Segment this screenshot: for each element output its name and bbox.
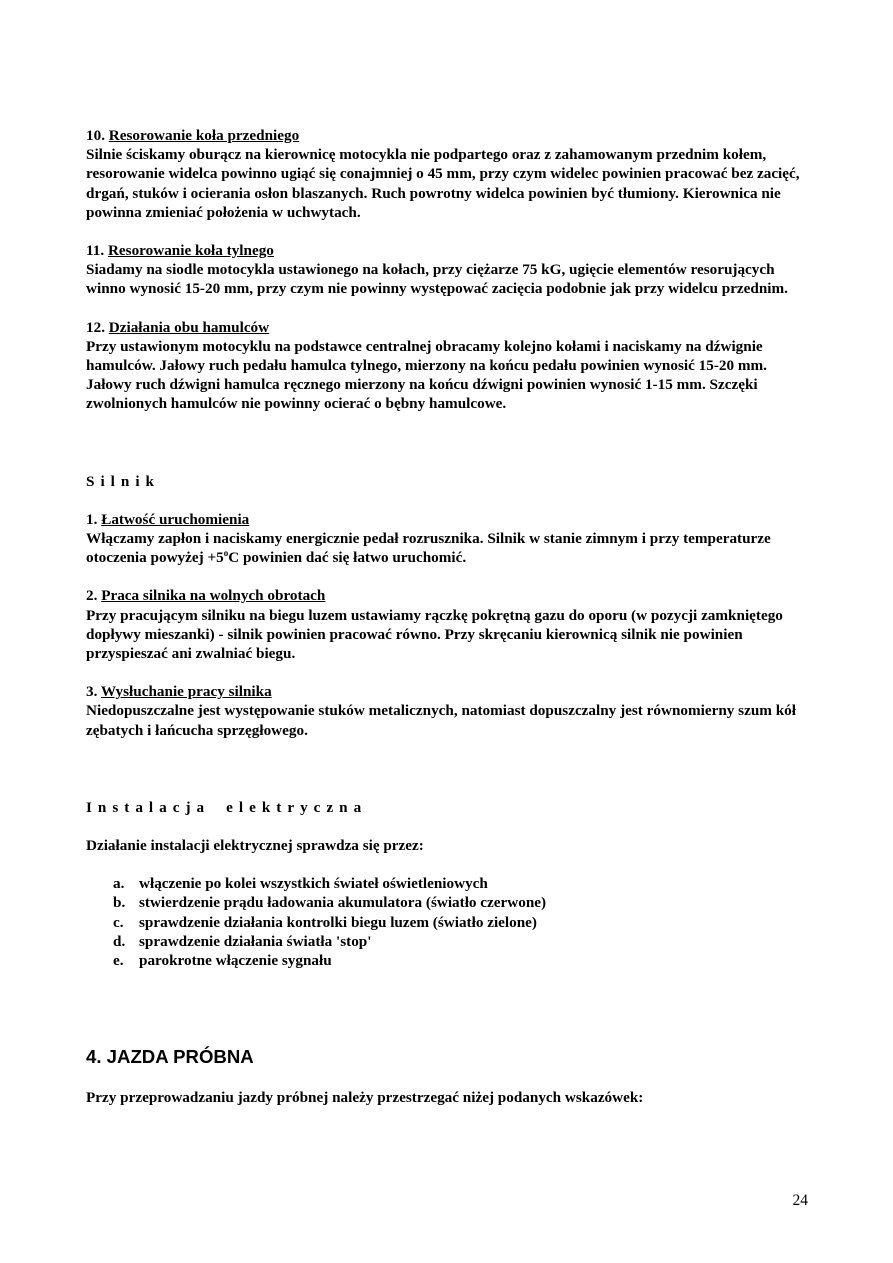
silnik-item-3-heading bbox=[86, 682, 806, 701]
silnik-item-1-body-text: Włączamy zapłon i naciskamy energicznie pedał rozrusznika. Silnik w stanie zimnym i przy temperaturze otoczenia powyżej +5 bbox=[86, 530, 771, 567]
list-item bbox=[86, 874, 806, 893]
list-item bbox=[86, 932, 806, 951]
list-item-text: sprawdzenie działania kontrolki biegu luzem (światło zielone) bbox=[139, 913, 537, 931]
list-item bbox=[86, 951, 806, 970]
list-item bbox=[86, 913, 806, 932]
silnik-item-1-heading bbox=[86, 510, 806, 529]
instalacja-heading-word1: Instalacja bbox=[86, 798, 211, 816]
list-marker: d. bbox=[113, 932, 126, 950]
list-item bbox=[86, 893, 806, 912]
silnik-item-2-heading bbox=[86, 586, 806, 605]
page-number: 24 bbox=[792, 1192, 808, 1209]
instalacja-checklist bbox=[86, 874, 806, 970]
section-4-title: 4. JAZDA PRÓBNA bbox=[86, 1046, 254, 1068]
silnik-item-2-title: Praca silnika na wolnych obrotach bbox=[101, 587, 326, 605]
section-12-heading bbox=[86, 318, 806, 337]
list-marker: e. bbox=[113, 952, 124, 970]
section-10-title: Resorowanie koła przedniego bbox=[108, 127, 300, 144]
silnik-item-3-number: 3. bbox=[86, 683, 101, 701]
section-12-number: 12. bbox=[86, 318, 109, 336]
silnik-item-2-number: 2. bbox=[86, 587, 102, 605]
section-11-heading bbox=[86, 241, 806, 260]
silnik-item-1-title: Łatwość uruchomienia bbox=[101, 510, 250, 528]
instalacja-heading-word2: elektryczna bbox=[226, 798, 368, 816]
instalacja-heading bbox=[86, 798, 806, 817]
silnik-item-1-number: 1. bbox=[86, 510, 102, 528]
silnik-item-3-body: Niedopuszczalne jest występowanie stuków metalicznych, natomiast dopuszczalny jest równomierny szum kół zębatych i łańcucha sprzęgłowego. bbox=[86, 702, 796, 739]
section-10-number: 10. bbox=[86, 127, 109, 144]
list-item-text: parokrotne włączenie sygnału bbox=[139, 952, 332, 970]
list-item-text: stwierdzenie prądu ładowania akumulatora (światło czerwone) bbox=[139, 894, 547, 912]
section-11-title: Resorowanie koła tylnego bbox=[107, 242, 274, 260]
list-item-text: włączenie po kolei wszystkich świateł oświetleniowych bbox=[139, 875, 488, 893]
silnik-item-1-body bbox=[86, 529, 806, 567]
silnik-heading: Silnik bbox=[86, 472, 160, 490]
section-11-number: 11. bbox=[86, 242, 108, 260]
section-10-heading bbox=[86, 126, 806, 145]
silnik-item-1-body-text-end: C powinien dać się łatwo uruchomić. bbox=[228, 549, 467, 567]
section-10-body: Silnie ściskamy oburącz na kierownicę motocykla nie podpartego oraz z zahamowanym przednim kołem, resorowanie widelca powinno ugiąć się conajmniej o 45 mm, przy czym widelec powinien pracować bez zacięć, drgań, stuków i ocierania osłon blaszanych. Ruch powrotny widelca powinien być tłumiony. Kierownica nie powinna zmieniać położenia w uchwytach. bbox=[86, 146, 800, 221]
section-12-title: Działania obu hamulców bbox=[108, 318, 270, 336]
degree-sign: o bbox=[223, 548, 229, 559]
section-12-body: Przy ustawionym motocyklu na podstawce centralnej obracamy kolejno kołami i naciskamy na dźwignie hamulców. Jałowy ruch pedału hamulca tylnego, mierzony na końcu pedału powinien wynosić 15-20 mm. Jałowy ruch dźwigni hamulca ręcznego mierzony na końcu dźwigni powinien wynosić 1-15 mm. Szczęki zwolnionych hamulców nie powinny ocierać o bębny hamulcowe. bbox=[86, 337, 767, 413]
instalacja-intro: Działanie instalacji elektrycznej sprawdza się przez: bbox=[86, 837, 424, 855]
list-marker: a. bbox=[113, 875, 125, 893]
list-marker: b. bbox=[113, 894, 126, 912]
section-11-body: Siadamy na siodle motocykla ustawionego na kołach, przy ciężarze 75 kG, ugięcie elementów resorujących winno wynosić 15-20 mm, przy czym nie powinny występować zacięcia podobnie jak przy widelcu przednim. bbox=[86, 261, 788, 298]
list-marker: c. bbox=[113, 913, 124, 931]
silnik-item-2-body: Przy pracującym silniku na biegu luzem ustawiamy rączkę pokrętną gazu do oporu (w pozycji zamkniętego dopływy mieszanki) - silnik powinien pracować równo. Przy skręcaniu kierownicą silnik nie powinien przyspieszać ani zwalniać biegu. bbox=[86, 606, 783, 663]
section-4-intro: Przy przeprowadzaniu jazdy próbnej należy przestrzegać niżej podanych wskazówek: bbox=[86, 1089, 644, 1107]
list-item-text: sprawdzenie działania światła 'stop' bbox=[139, 932, 372, 950]
silnik-item-3-title: Wysłuchanie pracy silnika bbox=[100, 683, 272, 701]
document-page bbox=[86, 126, 806, 1108]
